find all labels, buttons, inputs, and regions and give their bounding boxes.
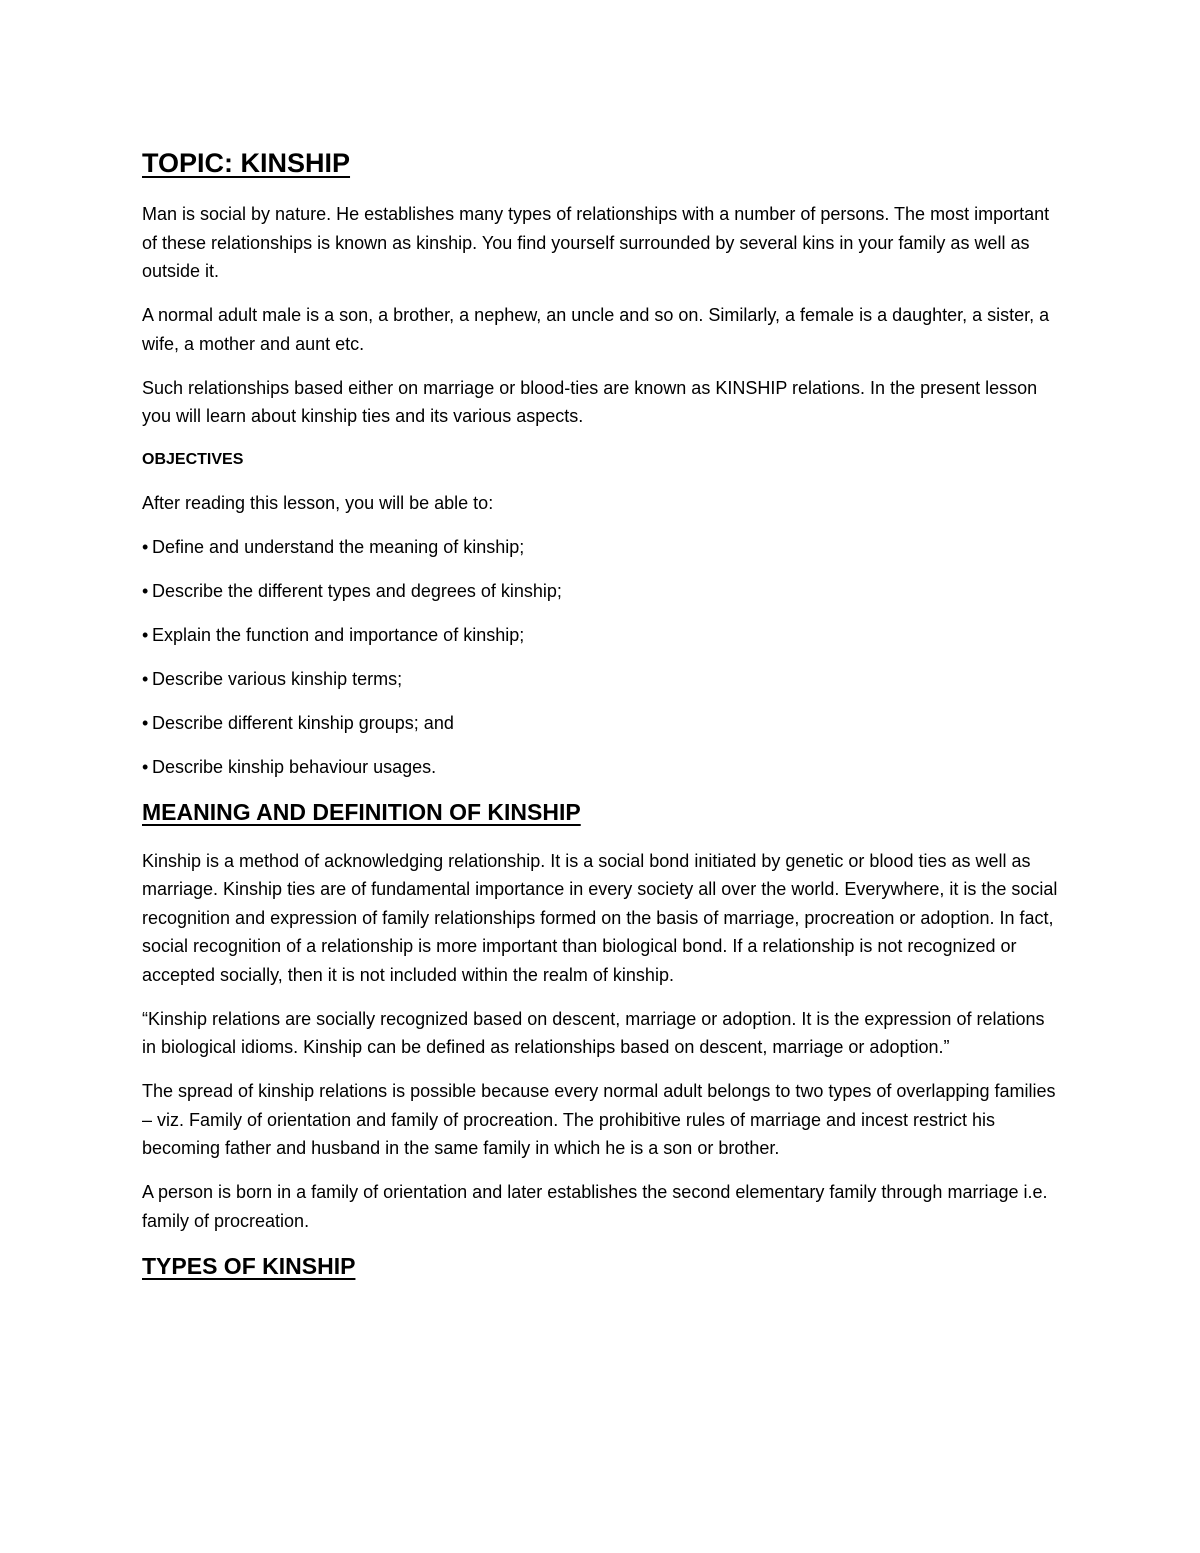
document-page [142, 146, 1062, 1301]
bullet-icon: • [142, 624, 149, 645]
meaning-paragraph-1: Kinship is a method of acknowledging relationship. It is a social bond initiated by genetic or blood ties as well as marriage. Kinship ties are of fundamental importance in every society all over the world. Everywhere, it is the social recognition and expression of family relationships formed on the basis of marriage, procreation or adoption. In fact, social recognition of a relationship is more important than biological bond. If a relationship is not recognized or accepted socially, then it is not included within the realm of kinship. [142, 850, 1058, 985]
objective-item: • Describe different kinship groups; and [142, 709, 1062, 738]
objective-item: • Describe various kinship terms; [142, 665, 1062, 694]
types-heading: TYPES OF KINSHIP [142, 1252, 356, 1279]
intro-paragraph-1: Man is social by nature. He establishes many types of relationships with a number of persons. The most important of these relationships is known as kinship. You find yourself surrounded by several kins in your family as well as outside it. [142, 204, 1050, 281]
objective-item: • Explain the function and importance of kinship; [142, 621, 1062, 650]
bullet-icon: • [142, 668, 149, 689]
bullet-icon: • [142, 712, 149, 733]
page-title: TOPIC: KINSHIP [142, 148, 351, 178]
meaning-paragraph-4: A person is born in a family of orientation and later establishes the second elementary family through marriage i.e. family of procreation. [142, 1182, 1048, 1231]
bullet-icon: • [142, 756, 149, 777]
intro-paragraph-3: Such relationships based either on marriage or blood-ties are known as KINSHIP relations. In the present lesson you will learn about kinship ties and its various aspects. [142, 377, 1038, 426]
objectives-heading: OBJECTIVES [142, 451, 244, 468]
bullet-icon: • [142, 536, 149, 557]
meaning-paragraph-3: The spread of kinship relations is possible because every normal adult belongs to two types of overlapping families – viz. Family of orientation and family of procreation. The prohibitive rules of marriage and incest restrict his becoming father and husband in the same family in which he is a son or brother. [142, 1081, 1056, 1158]
intro-paragraph-2: A normal adult male is a son, a brother, a nephew, an uncle and so on. Similarly, a female is a daughter, a sister, a wife, a mother and aunt etc. [142, 305, 1050, 354]
objective-item: • Describe kinship behaviour usages. [142, 753, 1062, 782]
objective-item: • Define and understand the meaning of kinship; [142, 533, 1062, 562]
bullet-icon: • [142, 580, 149, 601]
objectives-list [142, 533, 1062, 782]
meaning-paragraph-2: “Kinship relations are socially recognized based on descent, marriage or adoption. It is the expression of relations in biological idioms. Kinship can be defined as relationships based on descent, marriage or adoption.” [142, 1008, 1045, 1057]
objectives-lead: After reading this lesson, you will be able to: [142, 492, 494, 513]
objective-item: • Describe the different types and degrees of kinship; [142, 577, 1062, 606]
meaning-heading: MEANING AND DEFINITION OF KINSHIP [142, 798, 581, 825]
